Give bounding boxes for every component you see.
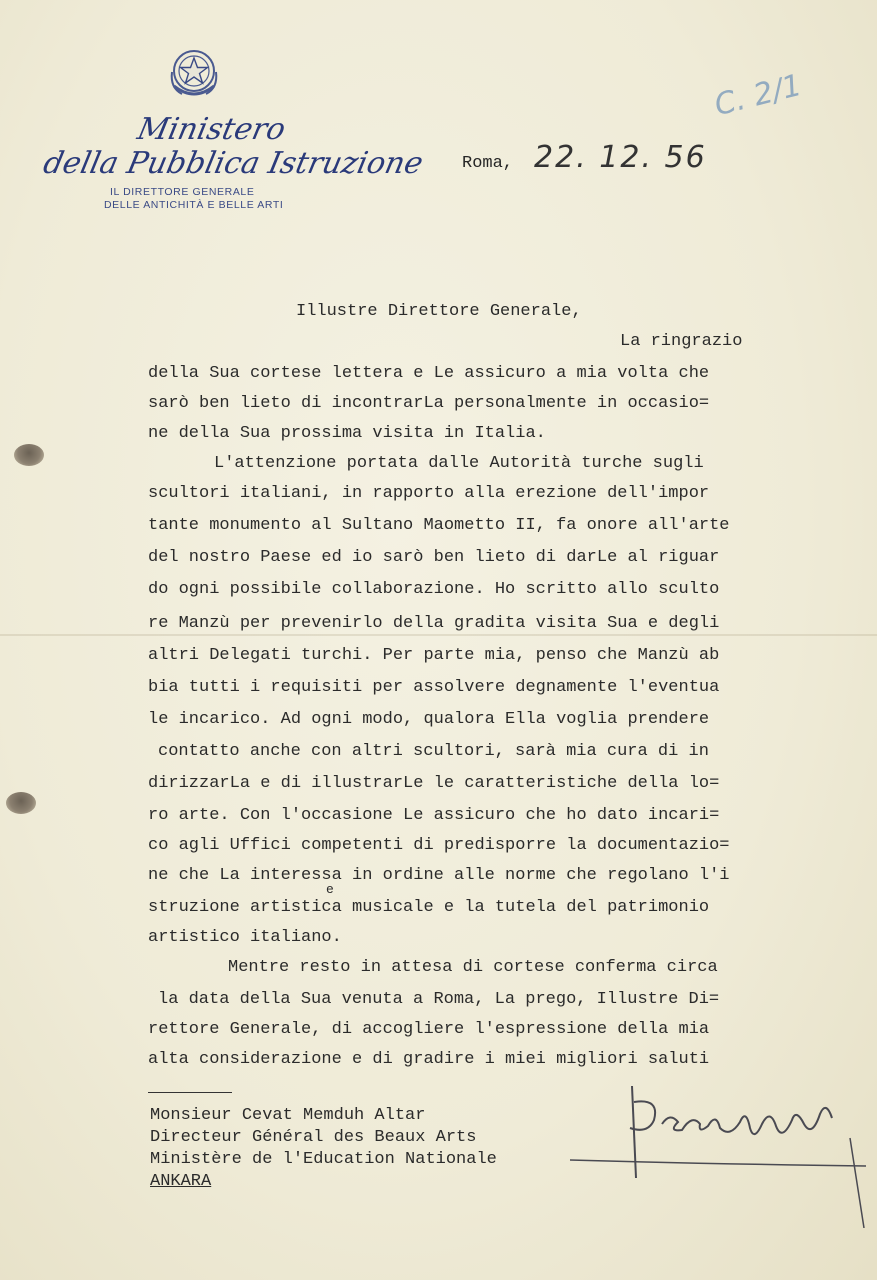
- punch-hole-upper: [14, 444, 44, 466]
- body-line: scultori italiani, in rapporto alla erezione dell'impor: [148, 484, 710, 503]
- body-line: ne della Sua prossima visita in Italia.: [148, 424, 546, 443]
- salutation: Illustre Direttore Generale,: [296, 302, 582, 321]
- republic-emblem-icon: [166, 44, 222, 102]
- addressee-line-3: Ministère de l'Education Nationale: [150, 1150, 497, 1169]
- body-line: del nostro Paese ed io sarò ben lieto di darLe al riguar: [148, 548, 720, 567]
- interlinear-insert: e: [326, 882, 334, 897]
- fold-crease: [0, 634, 877, 636]
- handwritten-date: 22. 12. 56: [534, 140, 707, 175]
- body-line: artistico italiano.: [148, 928, 342, 947]
- body-line: bia tutti i requisiti per assolvere degnamente l'eventua: [148, 678, 720, 697]
- body-line: ro arte. Con l'occasione Le assicuro che ho dato incari=: [148, 806, 720, 825]
- ministry-name-line2: della Pubblica Istruzione: [40, 146, 427, 181]
- addressee-line-2: Directeur Général des Beaux Arts: [150, 1128, 477, 1147]
- ministry-name-line1: Ministero: [134, 112, 289, 147]
- letterhead-subtitle-line1: IL DIRETTORE GENERALE: [110, 186, 255, 198]
- body-line: dirizzarLa e di illustrarLe le caratteristiche della lo=: [148, 774, 720, 793]
- addressee-city: ANKARA: [150, 1172, 212, 1191]
- body-line: do ogni possibile collaborazione. Ho scritto allo sculto: [148, 580, 720, 599]
- body-line: Mentre resto in attesa di cortese conferma circa: [228, 958, 718, 977]
- body-line: co agli Uffici competenti di predisporre la documentazio=: [148, 836, 730, 855]
- body-line: contatto anche con altri scultori, sarà mia cura di in: [158, 742, 709, 761]
- body-line: struzione artistica musicale e la tutela del patrimonio: [148, 898, 710, 917]
- body-line: sarò ben lieto di incontrarLa personalmente in occasio=: [148, 394, 710, 413]
- addressee-rule: [148, 1092, 232, 1093]
- pencil-margin-note: C. 2/1: [711, 67, 806, 124]
- place-label: Roma,: [462, 154, 514, 173]
- body-line: della Sua cortese lettera e Le assicuro a mia volta che: [148, 364, 710, 383]
- body-line: le incarico. Ad ogni modo, qualora Ella voglia prendere: [148, 710, 710, 729]
- punch-hole-lower: [6, 792, 36, 814]
- letterhead-subtitle-line2: DELLE ANTICHITÀ E BELLE ARTI: [104, 199, 284, 211]
- body-line: rettore Generale, di accogliere l'espressione della mia: [148, 1020, 710, 1039]
- body-line: altri Delegati turchi. Per parte mia, penso che Manzù ab: [148, 646, 720, 665]
- signature-icon: [570, 1078, 870, 1228]
- body-line: La ringrazio: [620, 332, 743, 351]
- body-line: re Manzù per prevenirlo della gradita visita Sua e degli: [148, 614, 720, 633]
- body-line: L'attenzione portata dalle Autorità turche sugli: [214, 454, 704, 473]
- body-line: tante monumento al Sultano Maometto II, fa onore all'arte: [148, 516, 730, 535]
- body-line: la data della Sua venuta a Roma, La prego, Illustre Di=: [158, 990, 720, 1009]
- addressee-line-1: Monsieur Cevat Memduh Altar: [150, 1106, 426, 1125]
- body-line: ne che La interessa in ordine alle norme che regolano l'i: [148, 866, 730, 885]
- body-line: alta considerazione e di gradire i miei migliori saluti: [148, 1050, 710, 1069]
